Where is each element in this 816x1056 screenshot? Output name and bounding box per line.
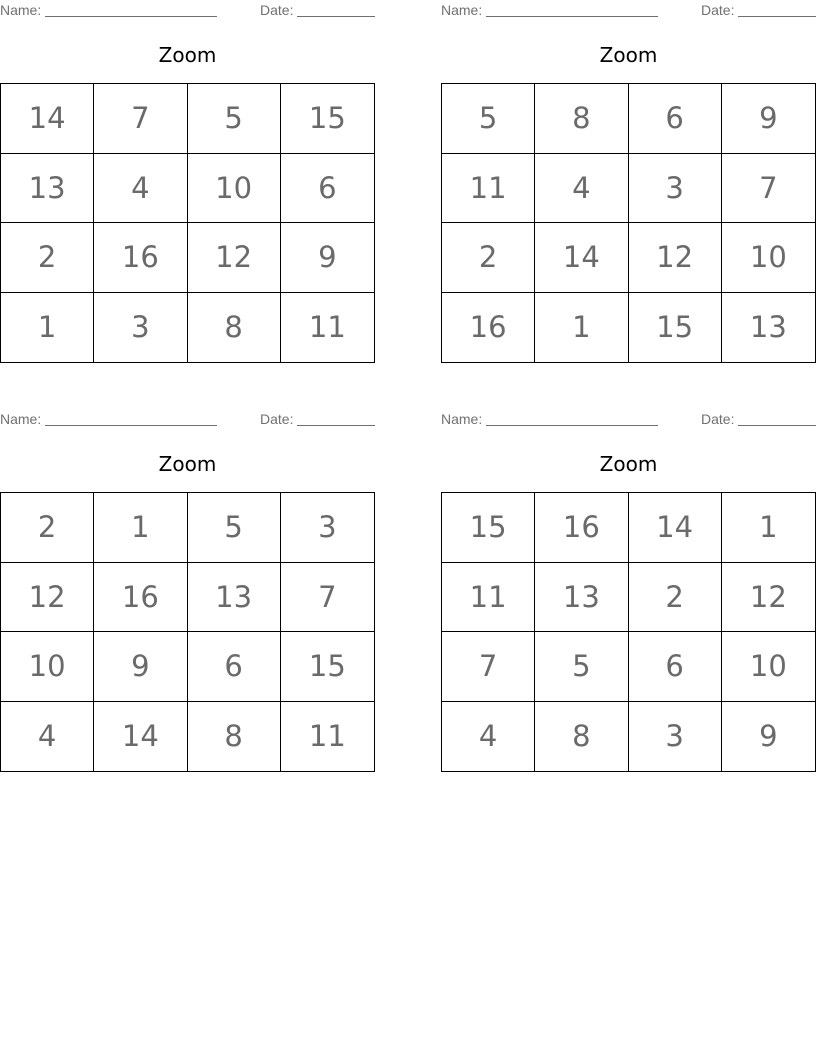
- grid-cell[interactable]: 15: [281, 84, 374, 154]
- grid-cell[interactable]: 6: [629, 632, 722, 702]
- grid-cell[interactable]: 11: [308, 310, 346, 345]
- grid-cell[interactable]: 3: [281, 493, 374, 563]
- grid-cell[interactable]: 9: [722, 84, 815, 154]
- grid-cell[interactable]: 15: [629, 293, 722, 363]
- grid-cell[interactable]: 16: [94, 563, 187, 633]
- grid-cell[interactable]: 16: [535, 493, 628, 563]
- grid-cell[interactable]: 6: [188, 632, 281, 702]
- grid-cell[interactable]: 14: [94, 702, 187, 772]
- grid-cell[interactable]: 12: [1, 563, 94, 633]
- date-field-line[interactable]: [738, 425, 816, 426]
- grid-cell[interactable]: 3: [94, 293, 187, 363]
- name-date-header: [441, 0, 816, 20]
- name-label: Name:: [441, 2, 483, 18]
- grid-cell[interactable]: 5: [535, 632, 628, 702]
- grid-cell[interactable]: 6: [281, 154, 374, 224]
- grid-cell[interactable]: 4: [442, 702, 535, 772]
- date-label: Date:: [701, 411, 735, 427]
- name-field-line[interactable]: [486, 16, 658, 17]
- name-label: Name:: [0, 2, 42, 18]
- grid-cell[interactable]: 1: [722, 493, 815, 563]
- bingo-grid: [0, 83, 375, 363]
- card-title: Zoom: [158, 43, 217, 67]
- grid-cell[interactable]: 7: [722, 154, 815, 224]
- card-title: Zoom: [158, 452, 217, 476]
- grid-cell[interactable]: 11: [442, 563, 535, 633]
- grid-cell[interactable]: 1: [535, 293, 628, 363]
- grid-cell[interactable]: 14: [1, 84, 94, 154]
- grid-cell[interactable]: 13: [1, 154, 94, 224]
- name-field-line[interactable]: [486, 425, 658, 426]
- name-field-line[interactable]: [45, 16, 217, 17]
- grid-cell[interactable]: 4: [1, 702, 94, 772]
- name-field-line[interactable]: [45, 425, 217, 426]
- grid-cell[interactable]: 9: [759, 719, 778, 754]
- grid-cell[interactable]: 1: [94, 493, 187, 563]
- grid-cell[interactable]: 7: [94, 84, 187, 154]
- grid-cell[interactable]: 13: [749, 310, 787, 345]
- grid-cell[interactable]: 10: [1, 632, 94, 702]
- grid-cell[interactable]: 6: [629, 84, 722, 154]
- grid-cell[interactable]: 5: [442, 84, 535, 154]
- bingo-grid: [441, 83, 816, 363]
- card-title: Zoom: [599, 43, 658, 67]
- grid-cell[interactable]: 1: [1, 293, 94, 363]
- date-label: Date:: [701, 2, 735, 18]
- grid-cell[interactable]: 8: [188, 702, 281, 772]
- grid-cell[interactable]: 2: [1, 493, 94, 563]
- name-label: Name:: [441, 411, 483, 427]
- grid-cell[interactable]: 14: [629, 493, 722, 563]
- grid-cell[interactable]: 14: [535, 223, 628, 293]
- date-label: Date:: [260, 411, 294, 427]
- grid-cell[interactable]: 3: [629, 702, 722, 772]
- grid-cell[interactable]: 5: [188, 493, 281, 563]
- grid-cell[interactable]: 11: [308, 719, 346, 754]
- grid-cell[interactable]: 2: [1, 223, 94, 293]
- grid-cell[interactable]: 3: [629, 154, 722, 224]
- date-field-line[interactable]: [297, 425, 375, 426]
- grid-cell[interactable]: 8: [535, 702, 628, 772]
- grid-cell[interactable]: 8: [535, 84, 628, 154]
- grid-cell[interactable]: 13: [535, 563, 628, 633]
- grid-cell[interactable]: 16: [94, 223, 187, 293]
- name-date-header: [0, 409, 375, 429]
- grid-cell[interactable]: 4: [94, 154, 187, 224]
- date-field-line[interactable]: [297, 16, 375, 17]
- grid-cell[interactable]: 10: [722, 223, 815, 293]
- card-title: Zoom: [599, 452, 658, 476]
- grid-cell[interactable]: 10: [722, 632, 815, 702]
- grid-cell[interactable]: 12: [188, 223, 281, 293]
- grid-cell[interactable]: 16: [442, 293, 535, 363]
- grid-cell[interactable]: 8: [188, 293, 281, 363]
- grid-cell[interactable]: 9: [281, 223, 374, 293]
- grid-cell[interactable]: 7: [442, 632, 535, 702]
- name-label: Name:: [0, 411, 42, 427]
- grid-cell[interactable]: 12: [722, 563, 815, 633]
- grid-cell[interactable]: 11: [442, 154, 535, 224]
- date-label: Date:: [260, 2, 294, 18]
- grid-cell[interactable]: 13: [188, 563, 281, 633]
- grid-cell[interactable]: 10: [188, 154, 281, 224]
- grid-cell[interactable]: 15: [281, 632, 374, 702]
- grid-cell[interactable]: 15: [442, 493, 535, 563]
- date-field-line[interactable]: [738, 16, 816, 17]
- grid-cell[interactable]: 2: [442, 223, 535, 293]
- grid-cell[interactable]: 9: [94, 632, 187, 702]
- grid-cell[interactable]: 12: [629, 223, 722, 293]
- bingo-grid: [441, 492, 816, 772]
- name-date-header: [0, 0, 375, 20]
- bingo-grid: [0, 492, 375, 772]
- grid-cell[interactable]: 2: [629, 563, 722, 633]
- grid-cell[interactable]: 4: [535, 154, 628, 224]
- name-date-header: [441, 409, 816, 429]
- grid-cell[interactable]: 5: [188, 84, 281, 154]
- grid-cell[interactable]: 7: [281, 563, 374, 633]
